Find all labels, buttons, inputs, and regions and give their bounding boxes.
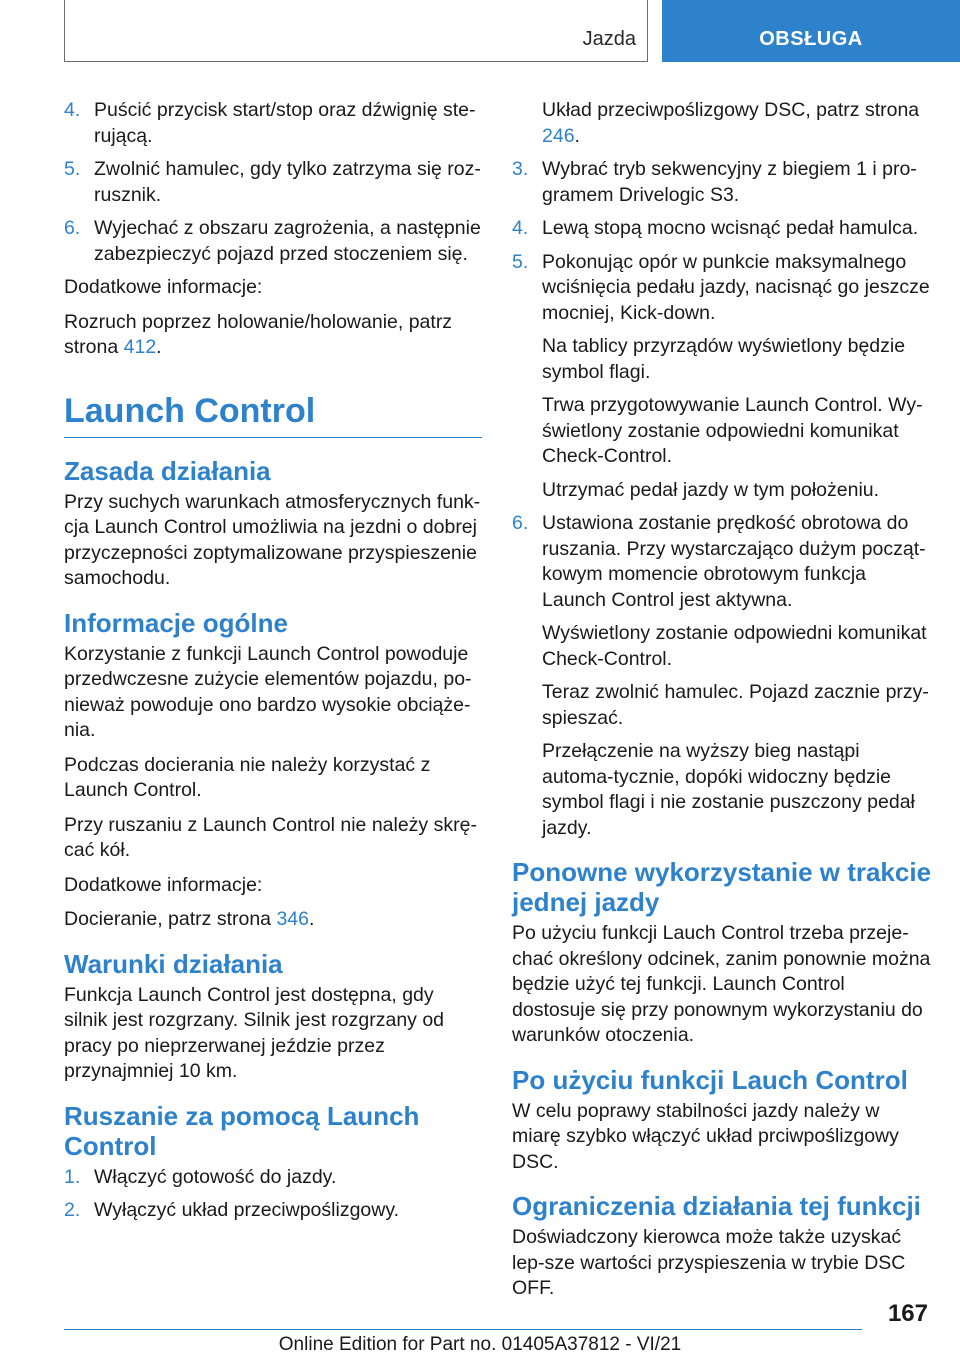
step-item bbox=[512, 157, 932, 208]
step-number: 4. bbox=[512, 217, 529, 239]
footer-divider bbox=[64, 1329, 862, 1330]
breakin-reference: Docieranie, patrz strona 346. bbox=[64, 908, 315, 930]
step-text: Wybrać tryb sekwencyjny z biegiem 1 i pro-gramem Drivelogic S3. bbox=[542, 158, 917, 206]
conditions-heading: Warunki działania bbox=[64, 948, 283, 979]
principle-heading: Zasada działania bbox=[64, 455, 271, 486]
limits-heading: Ograniczenia działania tej funkcji bbox=[512, 1191, 921, 1221]
step-text: Zwolnić hamulec, gdy tylko zatrzyma się roz-rusznik. bbox=[94, 158, 481, 206]
general-text-1: Korzystanie z funkcji Launch Control powoduje przedwczesne zużycie elementów pojazdu, po-nieważ powoduje ono bardzo wysokie obciąże-nia. bbox=[64, 642, 472, 741]
step-number: 1. bbox=[64, 1165, 81, 1188]
step-item bbox=[512, 250, 932, 327]
step-item bbox=[512, 216, 932, 242]
step-text: Lewą stopą mocno wcisnąć pedał hamulca. bbox=[542, 217, 919, 239]
step-number: 2. bbox=[64, 1199, 81, 1221]
left-column bbox=[64, 98, 482, 1232]
header-chapter-tab: OBSŁUGA bbox=[662, 0, 960, 62]
general-text-3: Przy ruszaniu z Launch Control nie należy skrę-cać kół. bbox=[64, 813, 477, 861]
step-number: 4. bbox=[64, 99, 81, 121]
page-number: 167 bbox=[887, 1300, 928, 1327]
header-section-label: Jazda bbox=[582, 28, 636, 50]
step-text: Wyłączyć układ przeciwpoślizgowy. bbox=[94, 1199, 400, 1221]
step-number: 5. bbox=[64, 158, 81, 180]
after-use-text: W celu poprawy stabilności jazdy należy w miarę szybko włączyć układ prciwpoślizgowy DSC. bbox=[512, 1099, 899, 1173]
header-frame bbox=[64, 0, 648, 62]
step-number: 6. bbox=[64, 217, 81, 239]
step-item bbox=[64, 157, 482, 208]
page-link-246[interactable]: 246 bbox=[542, 124, 575, 147]
reuse-text: Po użyciu funkcji Lauch Control trzeba przeje-chać określony odcinek, zanim ponownie można będzie użyć tej funkcji. Launch Control dostosuje się przy ponownym wykorzystaniu do warunków otoczenia. bbox=[512, 922, 931, 1046]
after-use-heading: Po użyciu funkcji Lauch Control bbox=[512, 1064, 908, 1095]
step-continuation: Teraz zwolnić hamulec. Pojazd zacznie przy-spieszać. bbox=[542, 681, 929, 729]
main-title: Launch Control bbox=[64, 391, 482, 438]
general-text-2: Podczas docierania nie należy korzystać z Launch Control. bbox=[64, 753, 431, 801]
page-link-412[interactable]: 412 bbox=[123, 336, 157, 358]
step-item bbox=[512, 511, 932, 613]
step-continuation: Wyświetlony zostanie odpowiedni komunikat Check-Control. bbox=[542, 622, 927, 670]
additional-info-label: Dodatkowe informacje: bbox=[64, 276, 263, 298]
step-continuation: Trwa przygotowywanie Launch Control. Wy-świetlony zostanie odpowiedni komunikat Check-Control. bbox=[542, 394, 923, 467]
step-text: Pokonując opór w punkcie maksymalnego wciśnięcia pedału jazdy, nacisnąć go jeszcze mocniej, Kick-down. bbox=[542, 250, 930, 324]
step-text: Puścić przycisk start/stop oraz dźwignię ste-rującą. bbox=[94, 99, 476, 147]
footer-edition: Online Edition for Part no. 01405A37812 - VI/21 bbox=[278, 1334, 682, 1355]
page-link-346[interactable]: 346 bbox=[276, 908, 309, 930]
conditions-text: Funkcja Launch Control jest dostępna, gdy silnik jest rozgrzany. Silnik jest rozgrzany od pracy po nieprzerwanej jeździe przez przynajmniej 10 km. bbox=[64, 983, 445, 1082]
start-heading: Ruszanie za pomocą Launch Control bbox=[64, 1100, 420, 1161]
step-continuation: Układ przeciwpoślizgowy DSC, patrz strona 246. bbox=[542, 99, 920, 147]
step-item bbox=[64, 98, 482, 149]
step-number: 6. bbox=[512, 512, 529, 534]
step-text: Wyjechać z obszaru zagrożenia, a następnie zabezpieczyć pojazd przed stoczeniem się. bbox=[94, 217, 481, 265]
step-continuation: Na tablicy przyrządów wyświetlony będzie symbol flagi. bbox=[542, 335, 906, 383]
general-heading: Informacje ogólne bbox=[64, 607, 288, 638]
step-number: 5. bbox=[512, 250, 529, 273]
step-number: 3. bbox=[512, 158, 529, 180]
step-item bbox=[64, 1198, 482, 1224]
step-item bbox=[64, 216, 482, 267]
reuse-heading: Ponowne wykorzystanie w trakcie jednej jazdy bbox=[512, 857, 932, 917]
right-column bbox=[512, 98, 932, 1311]
step-continuation: Utrzymać pedał jazdy w tym położeniu. bbox=[542, 478, 880, 501]
limits-text: Doświadczony kierowca może także uzyskać lep-sze wartości przyspieszenia w trybie DSC OFF. bbox=[512, 1226, 906, 1299]
step-continuation: Przełączenie na wyższy bieg nastąpi automa-tycznie, dopóki widoczny będzie symbol flagi i nie zostanie puszczony pedał jazdy. bbox=[542, 740, 915, 839]
step-item bbox=[64, 1165, 482, 1191]
additional-info-label: Dodatkowe informacje: bbox=[64, 873, 263, 896]
principle-text: Przy suchych warunkach atmosferycznych funk-cja Launch Control umożliwia na jezdni o dobrej przyczepności zoptymalizowane przyspieszenie samochodu. bbox=[64, 490, 481, 589]
tow-start-reference: Rozruch poprzez holowanie/holowanie, patrz strona 412. bbox=[64, 310, 453, 358]
step-text: Włączyć gotowość do jazdy. bbox=[94, 1165, 337, 1188]
step-text: Ustawiona zostanie prędkość obrotowa do ruszania. Przy wystarczająco dużym począt-kowym momencie obrotowym funkcja Launch Control jest aktywna. bbox=[542, 512, 926, 611]
